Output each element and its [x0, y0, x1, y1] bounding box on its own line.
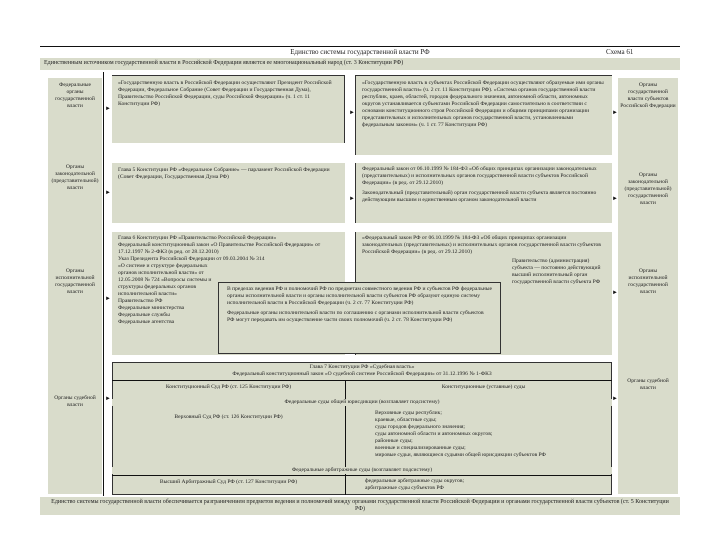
- law-184-fz-exec: «Федеральный закон РФ от 06.10.1999 № 184-ФЗ «Об общих принципах организации законодательных (представительных) и исполнительных органов государственной власти субъектов Российской Федерации» (в ред. от 29.12.2010): [362, 235, 601, 255]
- exec-list-item: Правительство РФ: [118, 298, 163, 304]
- court-item: федеральные арбитражные суды округов;: [365, 478, 465, 484]
- subject-government-text: Правительство (администрация) субъекта — постоянно действующий высший исполнительный орган государственной власти субъекта РФ: [512, 258, 601, 285]
- court-item: суды городов федерального значения;: [375, 424, 465, 430]
- exec-list-item: Федеральные службы: [118, 312, 170, 318]
- left-label-federal: Федеральные органы государственной власти: [55, 82, 95, 109]
- arrow-icon: ►: [612, 110, 618, 116]
- constitutional-court: Конституционный Суд РФ (ст. 125 Конституции РФ): [165, 384, 292, 390]
- federal-assembly-box: Глава 5 Конституции РФ «Федеральное Собрание» — парламент Российской Федерации (Совет Федерации, Государственная Дума РФ): [112, 163, 345, 223]
- diagram-title: Единство системы государственной власти РФ: [290, 48, 430, 56]
- delegation-text: Федеральные органы исполнительной власти по соглашению с органами исполнительной власти субъектов РФ могут передавать им осуществление части своих полномочий (ч. 2 ст. 78 Конституции РФ): [227, 310, 484, 323]
- arrow-icon: ►: [349, 196, 355, 202]
- exec-list-item: Федеральные министерства: [118, 305, 185, 311]
- court-item: арбитражные суды субъектов РФ: [365, 485, 444, 491]
- subject-legislature-text: Законодательный (представительный) орган государственной власти субъекта является постоянно действующим высшим и единственным органом законодательной власти: [362, 190, 597, 203]
- left-label-legislative: Органы законодательной (представительной) власти: [51, 164, 99, 191]
- arrow-icon: ►: [612, 196, 618, 202]
- right-label-executive: Органы исполнительной государственной власти: [628, 268, 668, 295]
- right-label-legislative: Органы законодательной (представительной) государственной власти: [624, 172, 672, 206]
- general-courts-head: Федеральные суды общей юрисдикции (возглавляет подсистему): [112, 399, 612, 406]
- arrow-icon: ►: [105, 396, 111, 402]
- right-label-subjects: Органы государственной власти субъектов Российской Федерации: [620, 82, 676, 109]
- court-item: военные и специализированные суды;: [375, 445, 466, 451]
- arrow-icon: ►: [105, 106, 111, 112]
- arrow-icon: ►: [349, 110, 355, 116]
- supreme-court: Верховный Суд РФ (ст. 126 Конституции РФ): [174, 414, 283, 420]
- court-item: районные суды;: [375, 438, 413, 444]
- court-item: краевые, областные суды;: [375, 417, 437, 423]
- arrow-icon: ►: [612, 290, 618, 296]
- exec-list-item: Федеральные агентства: [118, 319, 175, 325]
- right-label-judicial: Органы судебной власти: [627, 378, 669, 391]
- law-184-fz: Федеральный закон от 06.10.1999 № 184-ФЗ «Об общих принципах организации законодательных (представительных) и исполнительных органов государственной власти субъектов Российской Федерации» (в ред. от 29.12.2010): [362, 166, 597, 186]
- left-label-executive: Органы исполнительной государственной власти: [55, 268, 95, 295]
- general-courts-list: [375, 410, 610, 459]
- scheme-number: Схема 61: [606, 48, 634, 56]
- supreme-arbitration-court: Высший Арбитражный Суд РФ (ст. 127 Конституции РФ): [159, 479, 298, 485]
- subject-legislative-box: [355, 163, 612, 223]
- court-item: суды автономной области и автономных округов;: [375, 431, 493, 437]
- arbitration-list: [365, 478, 605, 492]
- court-item: мировые судьи, являющиеся судьями общей юрисдикции субъектов РФ: [375, 452, 546, 458]
- arrow-icon: ►: [105, 296, 111, 302]
- court-item: Верховные суды республик;: [375, 410, 442, 416]
- arrow-icon: ►: [612, 396, 618, 402]
- unified-system-text: В пределах ведения РФ и полномочий РФ по предметам совместного ведения РФ и субъектов РФ федеральные органы исполнительной власти и органы исполнительной власти субъектов РФ образуют единую систему исполнительной власти в Российской Федерации (ч. 2 ст. 77 Конституции РФ): [227, 286, 493, 306]
- arrow-icon: ►: [105, 190, 111, 196]
- fkz-judicial-text: Федеральный конституционный закон «О судебной системе Российской Федерации» от 31.12.1996 № 1-ФКЗ: [232, 371, 492, 377]
- chapter-7-text: Глава 7 Конституции РФ «Судебная власть»: [309, 364, 415, 370]
- charter-courts: Конституционные (уставные) суды: [441, 384, 526, 390]
- arbitration-courts-head: Федеральные арбитражные суды (возглавляет подсистему): [112, 467, 612, 474]
- federal-power-box: «Государственную власть в Российской Федерации осуществляют Президент Российской Федерации, Федеральное Собрание (Совет Федерации и Государственная Дума), Правительство Российской Федерации, суды Российской Федерации» (ч. 1 ст. 11 Конституции РФ): [112, 75, 345, 143]
- fkz-government-text: Федеральный конституционный закон «О Правительстве Российской Федерации» от 17.12.1997 № 2-ФКЗ (в ред. от 28.12.2010): [118, 242, 321, 255]
- footer-banner: Единство системы государственной власти обеспечивается разграничением предметов ведения и полномочий между органами государственной власти Российской Федерации и органами государственной власти субъектов (ст. 5 Конституции РФ): [40, 497, 680, 515]
- decree-314-text: Указ Президента Российской Федерации от 09.03.2004 № 314: [118, 256, 265, 262]
- unified-executive-box: [218, 282, 501, 354]
- chapter-6-text: Глава 6 Конституции РФ «Правительство Российской Федерации»: [118, 235, 277, 241]
- source-banner: Единственным источником государственной власти в Российской Федерации является ее многонациональный народ (ст. 3 Конституции РФ): [40, 58, 680, 70]
- decree-724-text: «О системе и структуре федеральных органов исполнительной власти» от 12.05.2008 № 724 «Вопросы системы и структуры федеральных органов исполнительной власти»: [118, 263, 212, 297]
- subject-power-box: «Государственную власть в субъектах Российской Федерации осуществляют образуемые ими органы государственной власти» (ч. 2 ст. 11 Конституции РФ). «Система органов государственной власти республик, краев, областей, городов федерального значения, автономной области, автономных округов устанавливается субъектами Российской Федерации самостоятельно в соответствии с основами конституционного строя Российской Федерации и общими принципами организации представительных и исполнительных органов государственной власти, установленными федеральным законом» (ч. 1 ст. 77 Конституции РФ): [355, 75, 612, 155]
- left-label-judicial: Органы судебной власти: [54, 395, 96, 408]
